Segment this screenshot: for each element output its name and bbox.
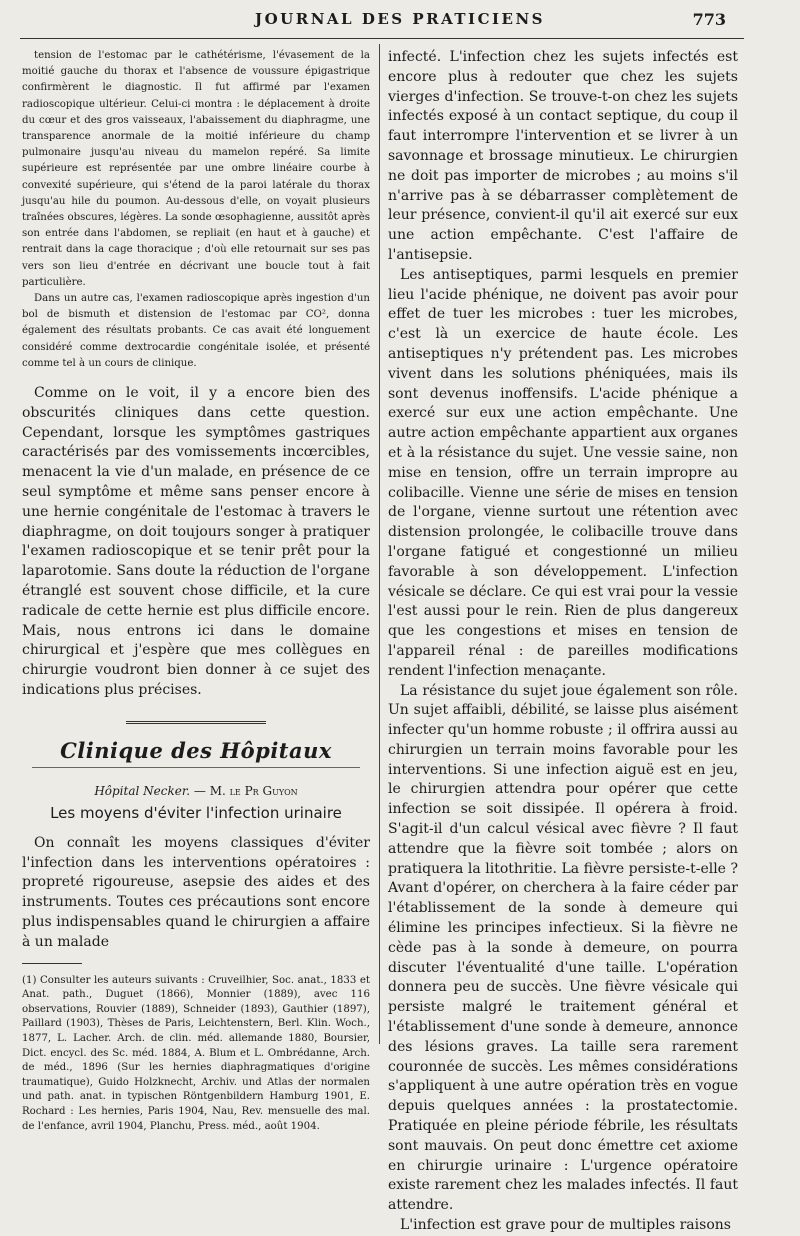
conclusion-text bbox=[22, 384, 370, 701]
section-title: Clinique des Hôpitaux bbox=[60, 737, 332, 763]
footnote-rule bbox=[22, 963, 82, 964]
right-column bbox=[388, 48, 738, 1236]
left-column bbox=[22, 48, 370, 1134]
hospital-name: Hôpital Necker. bbox=[94, 783, 191, 798]
paragraph: L'infection est grave pour de multiples raisons bbox=[400, 1217, 731, 1234]
column-divider bbox=[379, 44, 380, 1044]
article-body bbox=[22, 834, 370, 953]
paragraph: Les antiseptiques, parmi lesquels en premier lieu l'acide phénique, ne doivent pas avoir pour effet de tuer les microbes : tuer les microbes, c'est là un exercice de haute école. Les antiseptiques n'y prétendent pas. Les microbes vivent dans les solutions phéniquées, mais ils sont devenus inoffensifs. L'acide phénique a exercé sur eux une action empêchante. Une autre action empêchante appartient aux organes et à la résistance du sujet. Une vessie saine, non mise en tension, offre un terrain impropre au colibacille. Vienne une série de mises en tension de l'organe, vienne surtout une rétention avec distension prolongée, le colibacille trouve dans l'organe fatigué et congestionné un milieu favorable à son développement. L'infection vésicale se déclare. Ce qui est vrai pour la vessie l'est aussi pour le rein. Rien de plus dangereux que les congestions et mises en tension de l'appareil rénal : de pareilles modifications rendent l'infection menaçante. bbox=[388, 266, 738, 679]
paragraph: On connaît les moyens classiques d'éviter l'infection dans les interventions opératoires : propreté rigoureuse, asepsie des aides et des instruments. Toutes ces précautions sont encore plus indispensables quand le chirurgien a affaire à un malade bbox=[22, 834, 370, 950]
paragraph: infecté. L'infection chez les sujets infectés est encore plus à redouter que chez les sujets vierges d'infection. Se trouve-t-on chez les sujets infectés exposé à un contact septique, du coup il faut interrompre l'intervention et se livrer à un savonnage et brossage minutieux. Le chirurgien ne doit pas importer de microbes ; au moins s'il n'arrive pas à se débarrasser complètement de leur présence, convient-il qu'il ait exercé sur eux une action empêchante. C'est l'affaire de l'antisepsie. bbox=[388, 49, 738, 263]
paragraph: tension de l'estomac par le cathétérisme, l'évasement de la moitié gauche du thorax et l'absence de voussure épigastrique confirmèrent le diagnostic. Il fut affirmé par l'examen radioscopique ultérieur. Celui-ci montra : le déplacement à droite du cœur et des gros vaisseaux, l'abaissement du diaphragme, une transparence anormale de la moitié inférieure du champ pulmonaire jusqu'au niveau du mamelon repéré. Sa limite supérieure est représentée par une ombre linéaire courbe à convexité supérieure, qui s'étend de la paroi latérale du thorax jusqu'au hile du poumon. Au-dessous d'elle, on voyait plusieurs traînées obscures, légères. La sonde œsophagienne, aussitôt après son entrée dans l'abdomen, se repliait (en haut et à gauche) et rentrait dans la cage thoracique ; d'où elle retournait sur ses pas vers son lieu d'entrée en décrivant une boucle tout à fait particulière. bbox=[22, 50, 370, 288]
case-report-text bbox=[22, 48, 370, 372]
section-title-rule bbox=[32, 767, 360, 768]
footnote: (1) Consulter les auteurs suivants : Cruveilhier, Soc. anat., 1833 et Anat. path., Duguet (1866), Monnier (1889), avec 116 observations, Rouvier (1889), Schneider (1893), Gauthier (1897), Paillard (1903), Thèses de Paris, Leichtenstern, Berl. Klin. Woch., 1877, L. Lacher. Arch. de clin. méd. allemande 1880, Boursier, Dict. encycl. des Sc. méd. 1884, A. Blum et L. Ombrédanne, Arch. de méd., 1896 (Sur les hernies diaphragmatiques d'origine traumatique), Guido Holzknecht, Archiv. und Atlas der normalen und path. anat. in typischen Röntgenbildern Hamburg 1901, E. Rochard : Les hernies, Paris 1904, Nau, Rev. mensuelle des mal. de l'enfance, avril 1904, Planchu, Press. méd., août 1904. bbox=[22, 974, 370, 1132]
page-number: 773 bbox=[692, 10, 726, 29]
journal-title: JOURNAL DES PRATICIENS bbox=[255, 10, 545, 28]
section-separator bbox=[126, 721, 266, 724]
running-header bbox=[0, 10, 800, 40]
article-title: Les moyens d'éviter l'infection urinaire bbox=[50, 803, 342, 822]
hospital-line bbox=[22, 784, 370, 798]
header-rule bbox=[20, 38, 744, 39]
hospital-professor: — M. le Pr Guyon bbox=[190, 783, 298, 798]
paragraph: Dans un autre cas, l'examen radioscopique après ingestion d'un bol de bismuth et distension de l'estomac par CO², donna également des résultats probants. Ce cas avait été longuement considéré comme dextrocardie congénitale isolée, et présenté comme tel à un cours de clinique. bbox=[22, 293, 370, 369]
paragraph: Comme on le voit, il y a encore bien des obscurités cliniques dans cette question. Cependant, lorsque les symptômes gastriques caractérisés par des vomissements incœrcibles, menacent la vie d'un malade, en présence de ce seul symptôme et même sans penser encore à une hernie congénitale de l'estomac à travers le diaphragme, on doit toujours songer à pratiquer l'examen radioscopique et se tenir prêt pour la laparotomie. Sans doute la réduction de l'organe étranglé est souvent chose difficile, et la cure radicale de cette hernie est plus difficile encore. Mais, nous entrons ici dans le domaine chirurgical et j'espère que mes collègues en chirurgie voudront bien donner à ce sujet des indications plus précises. bbox=[22, 385, 370, 699]
paragraph: La résistance du sujet joue également son rôle. Un sujet affaibli, débilité, se laisse plus aisément infecter qu'un homme robuste ; il offrira aussi au chirurgien un terrain moins favorable pour les interventions. Si une infection aiguë est en jeu, le chirurgien attendra pour opérer que cette infection se soit dissipée. Il opérera à froid. S'agit-il d'un calcul vésical avec fièvre ? Il faut attendre que la fièvre soit tombée ; alors on pratiquera la litothritie. La fièvre persiste-t-elle ? Avant d'opérer, on cherchera à la faire céder par l'établissement de la sonde à demeure qui élimine les principes infectieux. Si la fièvre ne cède pas à la sonde à demeure, on pourra discuter l'éventualité d'une taille. L'opération donnera peu de succès. Une fièvre vésicale qui persiste malgré le traitement général et l'établissement d'une sonde à demeure, annonce des lésions graves. La taille sera rarement couronnée de succès. Les mêmes considérations s'appliquent à une autre opération très en vogue depuis quelques années : la prostatectomie. Pratiquée en pleine période fébrile, les résultats sont mauvais. On peut donc émettre cet axiome en chirurgie urinaire : L'urgence opératoire existe rarement chez les malades infectés. Il faut attendre. bbox=[388, 682, 738, 1214]
